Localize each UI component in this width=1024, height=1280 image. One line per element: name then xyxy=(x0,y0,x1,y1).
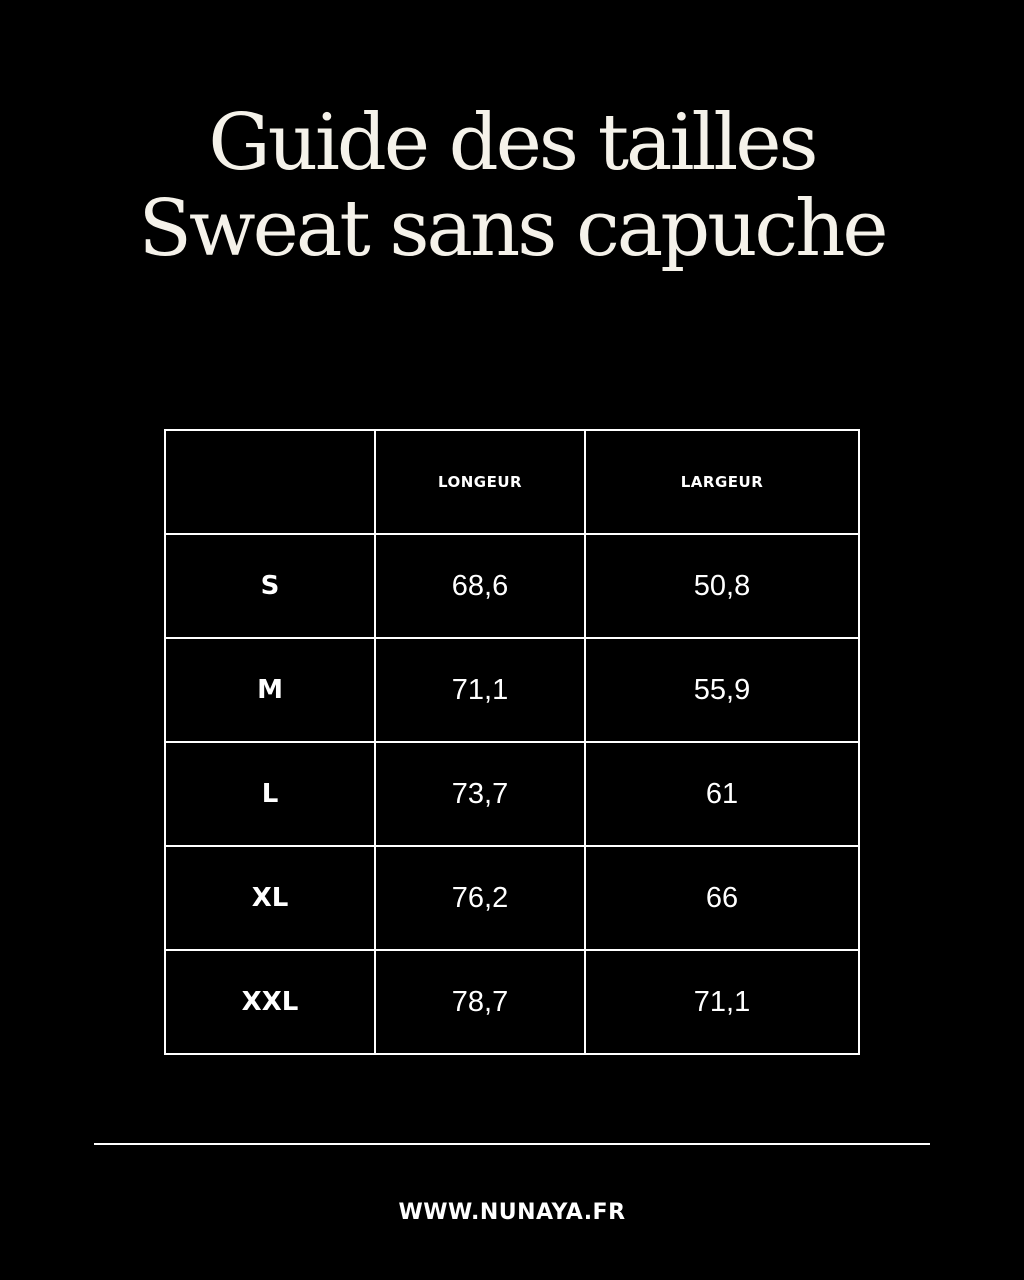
longueur-value: 76,2 xyxy=(375,846,585,950)
longueur-value: 71,1 xyxy=(375,638,585,742)
page-title xyxy=(0,100,1024,272)
table-row xyxy=(165,950,859,1054)
table-row xyxy=(165,846,859,950)
header-cell-longueur: LONGEUR xyxy=(375,430,585,534)
table-row xyxy=(165,534,859,638)
largeur-value: 61 xyxy=(585,742,859,846)
longueur-value: 68,6 xyxy=(375,534,585,638)
largeur-value: 66 xyxy=(585,846,859,950)
header-cell-largeur: LARGEUR xyxy=(585,430,859,534)
size-label: XXL xyxy=(165,950,375,1054)
size-label: XL xyxy=(165,846,375,950)
title-line-2: Sweat sans capuche xyxy=(138,184,886,274)
size-label: M xyxy=(165,638,375,742)
table-row xyxy=(165,638,859,742)
title-line-1: Guide des tailles xyxy=(208,98,816,188)
longueur-value: 78,7 xyxy=(375,950,585,1054)
longueur-value: 73,7 xyxy=(375,742,585,846)
largeur-value: 55,9 xyxy=(585,638,859,742)
header-cell-empty xyxy=(165,430,375,534)
largeur-value: 71,1 xyxy=(585,950,859,1054)
website-link[interactable]: WWW.NUNAYA.FR xyxy=(398,1200,626,1225)
size-label: L xyxy=(165,742,375,846)
size-table xyxy=(164,429,860,1055)
size-label: S xyxy=(165,534,375,638)
footer-divider xyxy=(94,1143,930,1145)
largeur-value: 50,8 xyxy=(585,534,859,638)
table-header-row xyxy=(165,430,859,534)
table-row xyxy=(165,742,859,846)
